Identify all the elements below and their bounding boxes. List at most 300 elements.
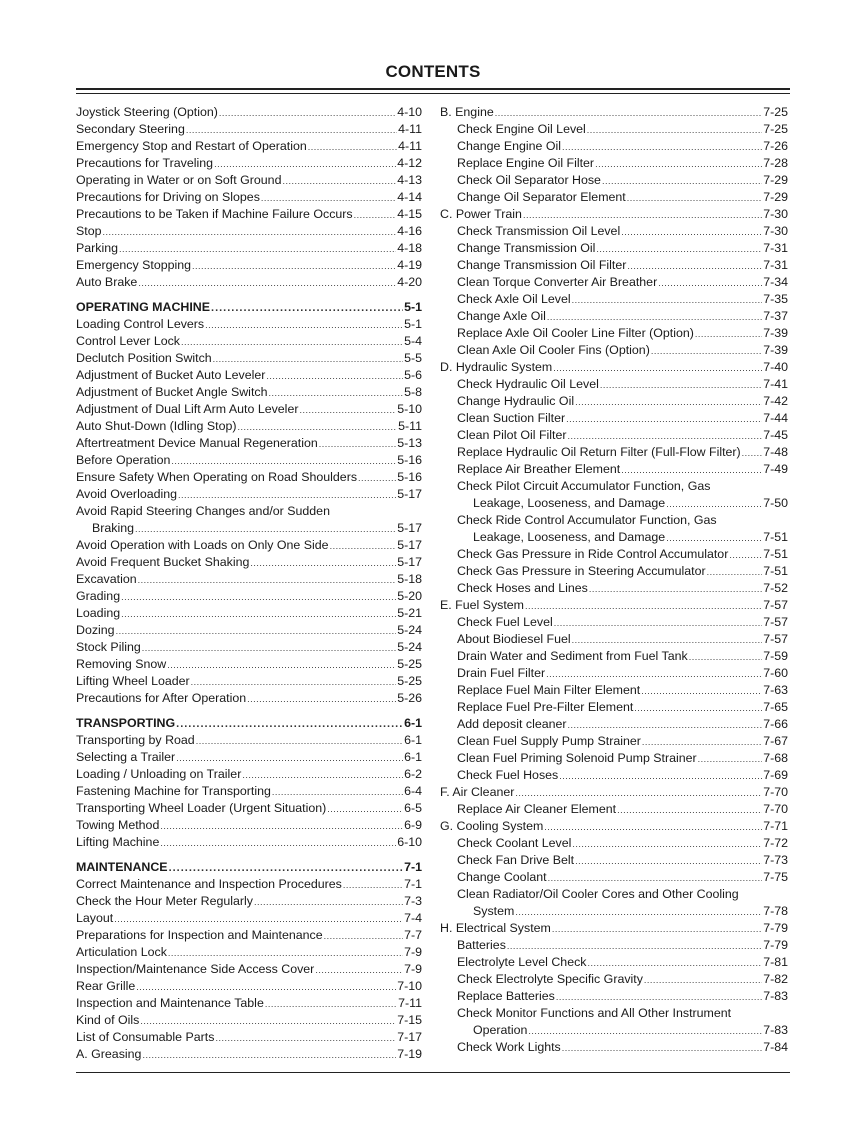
toc-entry[interactable] (440, 716, 788, 733)
toc-left-column (76, 104, 422, 1063)
toc-entry[interactable] (76, 893, 422, 910)
toc-entry[interactable] (76, 783, 422, 800)
dot-leader (215, 1029, 396, 1047)
toc-entry[interactable] (76, 520, 422, 537)
dot-leader (211, 299, 403, 317)
dot-leader (707, 563, 763, 581)
toc-entry[interactable] (440, 784, 788, 801)
toc-entry-title: Removing Snow (76, 657, 167, 671)
toc-section-heading[interactable] (76, 715, 422, 732)
dot-leader (358, 469, 396, 487)
toc-entry[interactable] (440, 801, 788, 818)
dot-leader (562, 138, 762, 156)
toc-entry-title: Check Monitor Functions and All Other Instrument (457, 1006, 732, 1020)
dot-leader (160, 834, 396, 852)
toc-entry-title: Avoid Overloading (76, 487, 178, 501)
toc-entry[interactable] (440, 308, 788, 325)
toc-entry-title: MAINTENANCE (76, 860, 168, 874)
dot-leader (666, 495, 762, 513)
toc-page-number: 5-5 (404, 351, 422, 365)
toc-entry-title: Stock Piling (76, 640, 141, 654)
toc-page-number: 7-35 (763, 292, 788, 306)
toc-entry[interactable] (76, 656, 422, 673)
toc-entry[interactable] (440, 631, 788, 648)
toc-page-number: 7-10 (397, 979, 422, 993)
toc-entry[interactable] (76, 384, 422, 401)
toc-page-number: 7-52 (763, 581, 788, 595)
toc-page-number: 5-13 (397, 436, 422, 450)
dot-leader (634, 699, 762, 717)
toc-page-number: 7-81 (763, 955, 788, 969)
toc-page-number: 6-1 (404, 733, 422, 747)
toc-page-number: 7-66 (763, 717, 788, 731)
toc-entry-title: Inspection and Maintenance Table (76, 996, 264, 1010)
toc-entry-title: Check the Hour Meter Regularly (76, 894, 253, 908)
dot-leader (621, 461, 762, 479)
toc-entry[interactable] (76, 995, 422, 1012)
toc-page-number: 7-57 (763, 598, 788, 612)
toc-entry-title: Towing Method (76, 818, 160, 832)
dot-leader (237, 418, 397, 436)
toc-page-number: 7-69 (763, 768, 788, 782)
toc-entry-title: Lifting Machine (76, 835, 160, 849)
toc-entry[interactable] (440, 495, 788, 512)
toc-entry[interactable] (440, 937, 788, 954)
toc-entry-title: Leakage, Looseness, and Damage (473, 496, 666, 510)
toc-entry[interactable] (76, 121, 422, 138)
toc-page-number: 7-67 (763, 734, 788, 748)
toc-entry[interactable] (440, 410, 788, 427)
toc-entry-title: Clean Torque Converter Air Breather (457, 275, 658, 289)
toc-entry-title: Replace Engine Oil Filter (457, 156, 595, 170)
toc-page-number: 7-31 (763, 241, 788, 255)
dot-leader (121, 588, 396, 606)
dot-leader (205, 316, 403, 334)
toc-entry-title: Replace Fuel Main Filter Element (457, 683, 641, 697)
toc-page-number: 7-30 (763, 224, 788, 238)
toc-entry[interactable] (440, 223, 788, 240)
toc-entry[interactable] (440, 546, 788, 563)
dot-leader (103, 223, 397, 241)
toc-page-number: 7-39 (763, 326, 788, 340)
toc-entry-title: Check Hydraulic Oil Level (457, 377, 599, 391)
dot-leader (142, 639, 396, 657)
toc-entry-title: Loading Control Levers (76, 317, 205, 331)
dot-leader (242, 766, 403, 784)
toc-entry[interactable] (440, 172, 788, 189)
toc-entry[interactable] (76, 749, 422, 766)
toc-entry[interactable] (76, 944, 422, 961)
toc-entry-title: OPERATING MACHINE (76, 300, 211, 314)
toc-entry[interactable] (76, 503, 422, 520)
dot-leader (119, 240, 396, 258)
toc-entry-title: Replace Air Cleaner Element (457, 802, 617, 816)
toc-entry-title: Clean Radiator/Oil Cooler Cores and Other Cooling (457, 887, 739, 901)
toc-page-number: 7-70 (763, 785, 788, 799)
toc-entry[interactable] (76, 469, 422, 486)
dot-leader (192, 257, 396, 275)
toc-page-number: 7-57 (763, 632, 788, 646)
dot-leader (315, 961, 403, 979)
toc-entry-title: Check Fan Drive Belt (457, 853, 575, 867)
toc-entry-title: Change Axle Oil (457, 309, 546, 323)
dot-leader (651, 342, 762, 360)
toc-entry[interactable] (440, 1039, 788, 1056)
toc-entry[interactable] (440, 665, 788, 682)
toc-page-number: 7-73 (763, 853, 788, 867)
toc-entry[interactable] (440, 767, 788, 784)
toc-entry[interactable] (440, 835, 788, 852)
dot-leader (546, 665, 762, 683)
toc-entry[interactable] (440, 478, 788, 495)
dot-leader (627, 257, 762, 275)
toc-entry-title: Change Transmission Oil (457, 241, 596, 255)
toc-entry[interactable] (76, 554, 422, 571)
toc-entry[interactable] (440, 903, 788, 920)
toc-page-number: 7-25 (763, 122, 788, 136)
toc-entry[interactable] (76, 172, 422, 189)
toc-entry[interactable] (76, 240, 422, 257)
dot-leader (729, 546, 762, 564)
toc-entry-title: Check Transmission Oil Level (457, 224, 621, 238)
toc-entry[interactable] (440, 682, 788, 699)
toc-entry[interactable] (440, 104, 788, 121)
toc-page-number: 6-10 (397, 835, 422, 849)
toc-page-number: 5-6 (404, 368, 422, 382)
toc-entry[interactable] (440, 614, 788, 631)
toc-entry[interactable] (440, 699, 788, 716)
toc-entry[interactable] (440, 886, 788, 903)
toc-entry-title: Auto Shut-Down (Idling Stop) (76, 419, 237, 433)
toc-page-number: 7-1 (404, 860, 422, 874)
toc-entry-title: C. Power Train (440, 207, 522, 221)
toc-entry[interactable] (440, 138, 788, 155)
toc-entry[interactable] (76, 800, 422, 817)
toc-entry-title: Replace Hydraulic Oil Return Filter (Full-Flow Filter) (457, 445, 741, 459)
toc-entry[interactable] (76, 104, 422, 121)
toc-entry-title: Ensure Safety When Operating on Road Shoulders (76, 470, 358, 484)
dot-leader (641, 682, 762, 700)
toc-entry[interactable] (440, 342, 788, 359)
toc-entry[interactable] (76, 978, 422, 995)
toc-section-heading[interactable] (76, 299, 422, 316)
dot-leader (642, 733, 762, 751)
toc-page-number: 4-20 (397, 275, 422, 289)
toc-entry[interactable] (76, 274, 422, 291)
toc-entry[interactable] (76, 1046, 422, 1063)
toc-entry-title: Adjustment of Dual Lift Arm Auto Leveler (76, 402, 299, 416)
toc-entry-title: Replace Batteries (457, 989, 555, 1003)
toc-entry[interactable] (76, 927, 422, 944)
toc-page-number: 7-9 (404, 945, 422, 959)
toc-entry[interactable] (440, 971, 788, 988)
dot-leader (595, 155, 762, 173)
toc-entry[interactable] (440, 189, 788, 206)
toc-page-number: 7-57 (763, 615, 788, 629)
toc-entry[interactable] (440, 920, 788, 937)
toc-entry[interactable] (440, 580, 788, 597)
toc-entry-title: Articulation Lock (76, 945, 167, 959)
toc-entry[interactable] (76, 435, 422, 452)
toc-entry[interactable] (440, 393, 788, 410)
toc-entry[interactable] (440, 512, 788, 529)
toc-section-heading[interactable] (76, 859, 422, 876)
toc-entry-title: Check Pilot Circuit Accumulator Function, Gas (457, 479, 711, 493)
toc-entry-title: Clean Fuel Supply Pump Strainer (457, 734, 641, 748)
toc-entry[interactable] (76, 1012, 422, 1029)
toc-entry[interactable] (440, 444, 788, 461)
toc-page-number: 7-71 (763, 819, 788, 833)
toc-entry[interactable] (76, 452, 422, 469)
toc-entry[interactable] (76, 817, 422, 834)
toc-entry[interactable] (76, 401, 422, 418)
toc-entry-title: Emergency Stop and Restart of Operation (76, 139, 307, 153)
toc-entry[interactable] (76, 257, 422, 274)
toc-entry[interactable] (440, 291, 788, 308)
toc-page-number: 7-45 (763, 428, 788, 442)
dot-leader (176, 749, 403, 767)
toc-entry[interactable] (440, 461, 788, 478)
dot-leader (600, 376, 762, 394)
toc-entry-title: Change Engine Oil (457, 139, 562, 153)
toc-entry-title: Aftertreatment Device Manual Regeneration (76, 436, 318, 450)
toc-page-number: 4-12 (397, 156, 422, 170)
dot-leader (116, 622, 397, 640)
dot-leader (214, 155, 396, 173)
toc-entry[interactable] (76, 537, 422, 554)
dot-leader (266, 367, 403, 385)
toc-page-number: 5-1 (404, 300, 422, 314)
toc-entry[interactable] (440, 869, 788, 886)
toc-entry-title: Check Oil Separator Hose (457, 173, 601, 187)
dot-leader (254, 893, 403, 911)
toc-entry-title: List of Consumable Parts (76, 1030, 215, 1044)
dot-leader (265, 995, 397, 1013)
toc-entry-title: F. Air Cleaner (440, 785, 515, 799)
toc-page-number: 4-13 (397, 173, 422, 187)
toc-entry-title: Inspection/Maintenance Side Access Cover (76, 962, 315, 976)
toc-entry-title: Precautions for After Operation (76, 691, 247, 705)
toc-page-number: 7-34 (763, 275, 788, 289)
toc-entry[interactable] (440, 257, 788, 274)
toc-entry-title: G. Cooling System (440, 819, 544, 833)
toc-entry[interactable] (440, 325, 788, 342)
toc-entry[interactable] (440, 563, 788, 580)
toc-entry[interactable] (440, 155, 788, 172)
dot-leader (552, 920, 762, 938)
toc-entry[interactable] (76, 223, 422, 240)
toc-entry[interactable] (440, 529, 788, 546)
dot-leader (575, 852, 762, 870)
toc-entry-title: D. Hydraulic System (440, 360, 553, 374)
toc-entry[interactable] (440, 852, 788, 869)
toc-entry[interactable] (76, 418, 422, 435)
toc-entry[interactable] (76, 673, 422, 690)
toc-entry-title: Precautions to be Taken if Machine Failure Occurs (76, 207, 353, 221)
toc-page-number: 4-15 (397, 207, 422, 221)
dot-leader (572, 291, 763, 309)
toc-entry-title: Check Axle Oil Level (457, 292, 571, 306)
toc-entry-title: Clean Fuel Priming Solenoid Pump Strainer (457, 751, 697, 765)
toc-page-number: 7-29 (763, 173, 788, 187)
dot-leader (525, 597, 762, 615)
toc-entry[interactable] (76, 622, 422, 639)
dot-leader (554, 614, 762, 632)
dot-leader (196, 732, 403, 750)
toc-entry[interactable] (76, 961, 422, 978)
toc-entry[interactable] (76, 155, 422, 172)
toc-entry[interactable] (440, 597, 788, 614)
toc-entry[interactable] (440, 1005, 788, 1022)
toc-entry[interactable] (76, 1029, 422, 1046)
toc-entry-title: Clean Pilot Oil Filter (457, 428, 567, 442)
toc-entry[interactable] (440, 733, 788, 750)
toc-entry[interactable] (76, 333, 422, 350)
toc-page-number: 7-83 (763, 1023, 788, 1037)
toc-page-number: 7-75 (763, 870, 788, 884)
toc-entry[interactable] (440, 648, 788, 665)
toc-entry[interactable] (76, 350, 422, 367)
toc-page-number: 4-19 (397, 258, 422, 272)
toc-entry-title: Parking (76, 241, 119, 255)
dot-leader (171, 452, 396, 470)
toc-entry[interactable] (76, 766, 422, 783)
toc-entry[interactable] (76, 605, 422, 622)
dot-leader (575, 393, 762, 411)
dot-leader (219, 104, 396, 122)
toc-page-number: 7-15 (397, 1013, 422, 1027)
toc-page-number: 7-70 (763, 802, 788, 816)
toc-entry[interactable] (76, 206, 422, 223)
toc-entry-title: Emergency Stopping (76, 258, 192, 272)
toc-page-number: 7-82 (763, 972, 788, 986)
toc-entry[interactable] (440, 359, 788, 376)
toc-entry[interactable] (440, 376, 788, 393)
page-title: CONTENTS (385, 62, 481, 81)
toc-page-number: 6-5 (404, 801, 422, 815)
toc-entry-title: Leakage, Looseness, and Damage (473, 530, 666, 544)
toc-page-number: 5-17 (397, 487, 422, 501)
toc-entry-title: Fastening Machine for Transporting (76, 784, 271, 798)
dot-leader (658, 274, 762, 292)
dot-leader (272, 783, 403, 801)
dot-leader (250, 554, 396, 572)
toc-entry-title: Excavation (76, 572, 137, 586)
toc-entry[interactable] (76, 690, 422, 707)
toc-entry[interactable] (76, 367, 422, 384)
dot-leader (324, 927, 403, 945)
toc-page-number: 7-65 (763, 700, 788, 714)
toc-entry-title: Correct Maintenance and Inspection Procedures (76, 877, 342, 891)
toc-page-number: 5-24 (397, 623, 422, 637)
toc-entry-title: Check Engine Oil Level (457, 122, 586, 136)
dot-leader (548, 869, 763, 887)
toc-entry-title: Change Oil Separator Element (457, 190, 626, 204)
toc-page-number: 5-17 (397, 521, 422, 535)
dot-leader (140, 1012, 396, 1030)
toc-entry[interactable] (440, 818, 788, 835)
toc-entry-title: Change Coolant (457, 870, 547, 884)
toc-entry[interactable] (440, 1022, 788, 1039)
toc-page-number: 5-17 (397, 555, 422, 569)
toc-page-number: 7-39 (763, 343, 788, 357)
dot-leader (135, 520, 396, 538)
toc-entry[interactable] (440, 954, 788, 971)
toc-entry[interactable] (76, 834, 422, 851)
toc-entry-title: Change Transmission Oil Filter (457, 258, 627, 272)
toc-entry[interactable] (440, 240, 788, 257)
toc-entry[interactable] (440, 274, 788, 291)
dot-leader (553, 359, 762, 377)
toc-entry[interactable] (440, 206, 788, 223)
toc-page-number: 5-25 (397, 674, 422, 688)
toc-entry[interactable] (76, 316, 422, 333)
toc-entry[interactable] (76, 639, 422, 656)
toc-entry-title: Adjustment of Bucket Auto Leveler (76, 368, 266, 382)
toc-page-number: 5-18 (397, 572, 422, 586)
toc-entry-title: Grading (76, 589, 121, 603)
toc-page-number: 7-31 (763, 258, 788, 272)
toc-page-number: 7-29 (763, 190, 788, 204)
toc-entry[interactable] (76, 138, 422, 155)
toc-page-number: 7-40 (763, 360, 788, 374)
toc-page-number: 5-11 (398, 419, 422, 433)
toc-entry[interactable] (76, 588, 422, 605)
dot-leader (587, 121, 762, 139)
toc-page-number: 5-20 (397, 589, 422, 603)
dot-leader (354, 206, 397, 224)
toc-page-number: 7-59 (763, 649, 788, 663)
toc-entry[interactable] (440, 988, 788, 1005)
toc-page-number: 7-41 (763, 377, 788, 391)
toc-entry-title: Operating in Water or on Soft Ground (76, 173, 282, 187)
toc-entry-title: Rear Grille (76, 979, 136, 993)
toc-entry[interactable] (440, 750, 788, 767)
toc-page-number: 6-4 (404, 784, 422, 798)
toc-entry-title: Check Electrolyte Specific Gravity (457, 972, 643, 986)
toc-entry[interactable] (76, 486, 422, 503)
toc-page-number: 7-37 (763, 309, 788, 323)
toc-entry-title: Control Lever Lock (76, 334, 180, 348)
toc-entry[interactable] (76, 732, 422, 749)
toc-entry-title: Avoid Operation with Loads on Only One Side (76, 538, 329, 552)
dot-leader (689, 648, 762, 666)
toc-page-number: 7-84 (763, 1040, 788, 1054)
toc-entry[interactable] (76, 910, 422, 927)
toc-page-number: 7-51 (763, 530, 788, 544)
toc-entry-title: Precautions for Driving on Slopes (76, 190, 260, 204)
toc-entry-title: Check Gas Pressure in Ride Control Accumulator (457, 547, 729, 561)
toc-page-number: 7-51 (763, 547, 788, 561)
toc-entry[interactable] (76, 876, 422, 893)
toc-entry[interactable] (76, 189, 422, 206)
toc-entry-title: Avoid Rapid Steering Changes and/or Sudden (76, 504, 330, 518)
toc-page-number: 7-83 (763, 989, 788, 1003)
dot-leader (142, 1046, 396, 1064)
toc-entry[interactable] (76, 571, 422, 588)
toc-entry-title: Check Gas Pressure in Steering Accumulator (457, 564, 706, 578)
dot-leader (247, 690, 396, 708)
dot-leader (169, 859, 404, 877)
dot-leader (589, 580, 762, 598)
toc-entry-title: Layout (76, 911, 114, 925)
dot-leader (566, 410, 762, 428)
toc-entry-title: Replace Axle Oil Cooler Line Filter (Option) (457, 326, 694, 340)
toc-entry[interactable] (440, 121, 788, 138)
toc-page-number: 7-9 (404, 962, 422, 976)
toc-entry[interactable] (440, 427, 788, 444)
toc-entry-title: Drain Fuel Filter (457, 666, 546, 680)
